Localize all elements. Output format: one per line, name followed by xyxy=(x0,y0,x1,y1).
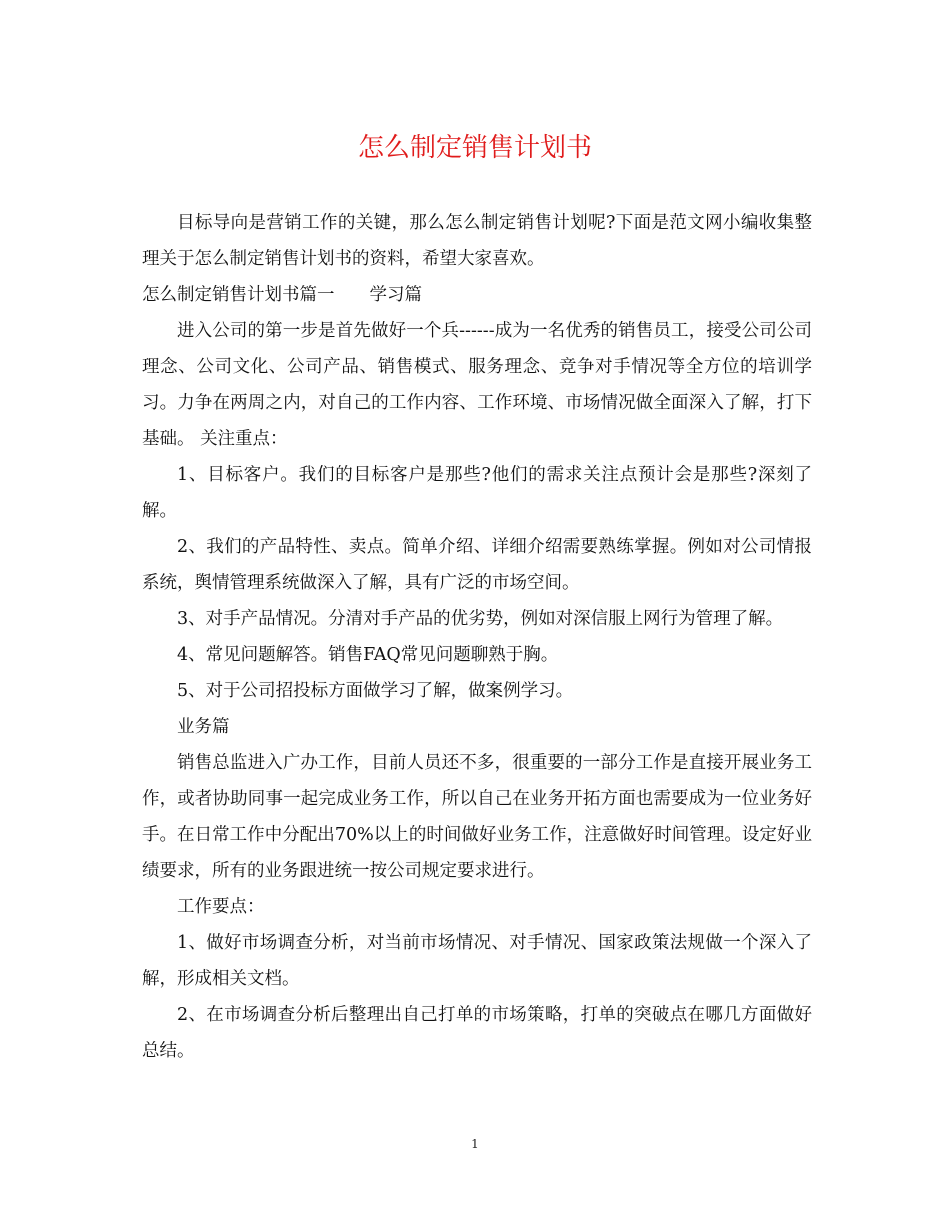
focus-point-4: 4、常见问题解答。销售FAQ常见问题聊熟于胸。 xyxy=(177,645,559,665)
section-heading: 怎么制定销售计划书篇一 学习篇 xyxy=(142,285,422,305)
business-heading: 业务篇 xyxy=(177,717,230,737)
work-point-2: 2、在市场调查分析后整理出自己打单的市场策略，打单的突破点在哪几方面做好总结。 xyxy=(142,1005,812,1061)
work-point-1: 1、做好市场调查分析，对当前市场情况、对手情况、国家政策法规做一个深入了解，形成相关文档。 xyxy=(142,933,812,989)
learning-paragraph: 进入公司的第一步是首先做好一个兵------成为一名优秀的销售员工，接受公司公司理念、公司文化、公司产品、销售模式、服务理念、竞争对手情况等全方位的培训学习。力争在两周之内，对自己的工作内容、工作环境、市场情况做全面深入了解，打下基础。 关注重点： xyxy=(142,321,812,449)
work-points-heading: 工作要点： xyxy=(177,897,265,917)
document-title: 怎么制定销售计划书 xyxy=(357,133,592,163)
document-body xyxy=(142,205,812,1069)
focus-point-2: 2、我们的产品特性、卖点。简单介绍、详细介绍需要熟练掌握。例如对公司情报系统，舆情管理系统做深入了解，具有广泛的市场空间。 xyxy=(142,537,812,593)
focus-point-1: 1、目标客户。我们的目标客户是那些?他们的需求关注点预计会是那些?深刻了解。 xyxy=(142,465,812,521)
business-paragraph: 销售总监进入广办工作，目前人员还不多，很重要的一部分工作是直接开展业务工作，或者协助同事一起完成业务工作，所以自己在业务开拓方面也需要成为一位业务好手。在日常工作中分配出70%以上的时间做好业务工作，注意做好时间管理。设定好业绩要求，所有的业务跟进统一按公司规定要求进行。 xyxy=(142,753,812,881)
page-number: 1 xyxy=(471,1137,479,1151)
focus-point-5: 5、对于公司招投标方面做学习了解，做案例学习。 xyxy=(177,681,574,701)
focus-point-3: 3、对手产品情况。分清对手产品的优劣势，例如对深信服上网行为管理了解。 xyxy=(177,609,784,629)
intro-paragraph: 目标导向是营销工作的关键，那么怎么制定销售计划呢?下面是范文网小编收集整理关于怎么制定销售计划书的资料，希望大家喜欢。 xyxy=(142,213,812,269)
